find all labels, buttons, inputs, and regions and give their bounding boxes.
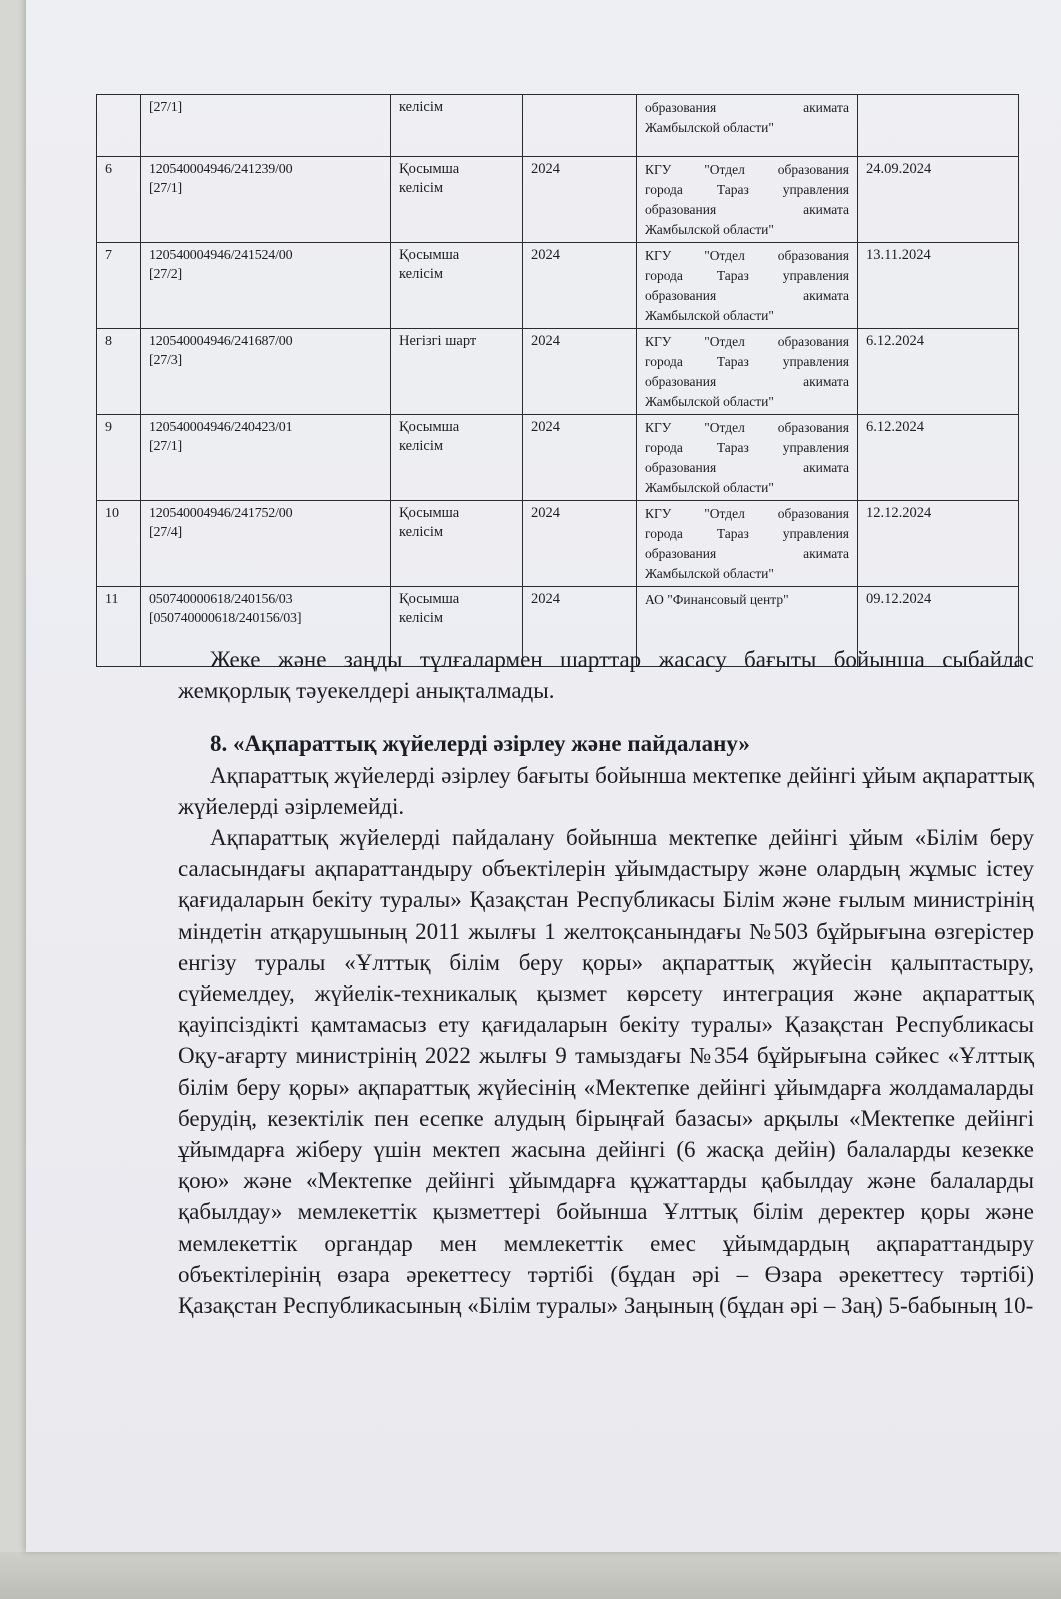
cell-organization-line: образования акимата — [645, 202, 849, 217]
cell-number: 7 — [97, 243, 141, 329]
cell-contract-code-line: [27/1] — [149, 181, 183, 196]
cell-year: 2024 — [523, 329, 637, 415]
desk-surface — [0, 1552, 1061, 1599]
cell-organization-line: Жамбылской области" — [645, 480, 774, 495]
cell-organization-line: КГУ "Отдел образования — [645, 420, 849, 435]
cell-organization-line: АО "Финансовый центр" — [645, 592, 789, 607]
cell-year: 2024 — [523, 587, 637, 667]
cell-year: 2024 — [523, 501, 637, 587]
cell-contract-code-line: [27/3] — [149, 353, 183, 368]
cell-organization-line: Жамбылской области" — [645, 222, 774, 237]
cell-contract-code — [141, 243, 391, 329]
cell-contract-type-line: келісім — [399, 180, 444, 196]
cell-contract-code-line: 120540004946/241524/00 — [149, 248, 293, 263]
cell-organization-line: образования акимата — [645, 460, 849, 475]
cell-organization — [637, 95, 858, 157]
cell-organization-line: Жамбылской области" — [645, 120, 774, 135]
cell-contract-code-line: [27/1] — [149, 100, 183, 115]
cell-contract-type — [391, 501, 523, 587]
cell-number — [97, 95, 141, 157]
cell-number: 10 — [97, 501, 141, 587]
cell-contract-type-line: Қосымша — [399, 505, 460, 521]
cell-organization — [637, 501, 858, 587]
cell-date: 24.09.2024 — [858, 157, 1019, 243]
cell-contract-code — [141, 329, 391, 415]
cell-organization — [637, 329, 858, 415]
cell-contract-code-line: 120540004946/241752/00 — [149, 506, 293, 521]
cell-contract-type-line: Қосымша — [399, 161, 460, 177]
cell-organization-line: Жамбылской области" — [645, 308, 774, 323]
cell-organization — [637, 415, 858, 501]
paragraph-is-development: Ақпараттық жүйелерді әзірлеу бағыты бойынша мектепке дейінгі ұйым ақпараттық жүйелерді әзірлемейді. — [178, 762, 1034, 819]
cell-contract-code — [141, 157, 391, 243]
cell-contract-type-line: келісім — [399, 266, 444, 282]
cell-date: 12.12.2024 — [858, 501, 1019, 587]
cell-contract-type-line: келісім — [399, 610, 444, 626]
cell-contract-code-line: [050740000618/240156/03] — [149, 611, 302, 626]
paragraph-contracts-conclusion: Жеке және заңды тұлғалармен шарттар жасасу бағыты бойынша сыбайлас жемқорлық тәуекелдері анықталмады. — [178, 647, 1034, 704]
cell-organization — [637, 157, 858, 243]
cell-number: 8 — [97, 329, 141, 415]
cell-organization-line: КГУ "Отдел образования — [645, 506, 849, 521]
contracts-table-body — [97, 95, 1019, 667]
cell-organization-line: образования акимата — [645, 100, 849, 115]
document-body — [178, 644, 1034, 1321]
cell-date: 09.12.2024 — [858, 587, 1019, 667]
cell-contract-type-line: Қосымша — [399, 591, 460, 607]
cell-contract-type — [391, 157, 523, 243]
cell-contract-type — [391, 243, 523, 329]
cell-contract-code — [141, 415, 391, 501]
cell-date: 6.12.2024 — [858, 415, 1019, 501]
cell-contract-code-line: [27/1] — [149, 439, 183, 454]
cell-organization-line: города Тараз управления — [645, 354, 849, 369]
cell-contract-type — [391, 415, 523, 501]
cell-contract-code-line: 120540004946/240423/01 — [149, 420, 293, 435]
cell-number: 9 — [97, 415, 141, 501]
table-row — [97, 95, 1019, 157]
cell-organization-line: города Тараз управления — [645, 440, 849, 455]
cell-contract-type — [391, 329, 523, 415]
cell-year: 2024 — [523, 157, 637, 243]
table-row — [97, 415, 1019, 501]
cell-contract-code-line: 050740000618/240156/03 — [149, 592, 293, 607]
cell-organization-line: образования акимата — [645, 546, 849, 561]
cell-contract-type-line: келісім — [399, 524, 444, 540]
cell-contract-type-line: келісім — [399, 438, 444, 454]
cell-contract-code-line: 120540004946/241239/00 — [149, 162, 293, 177]
cell-number: 6 — [97, 157, 141, 243]
cell-contract-type-line: Негізгі шарт — [399, 333, 477, 349]
cell-organization-line: КГУ "Отдел образования — [645, 162, 849, 177]
cell-contract-type-line: Қосымша — [399, 419, 460, 435]
cell-organization-line: образования акимата — [645, 374, 849, 389]
cell-contract-code-line: [27/2] — [149, 267, 183, 282]
table-row — [97, 501, 1019, 587]
cell-organization-line: Жамбылской области" — [645, 394, 774, 409]
cell-organization-line: КГУ "Отдел образования — [645, 248, 849, 263]
cell-organization-line: КГУ "Отдел образования — [645, 334, 849, 349]
cell-number: 11 — [97, 587, 141, 667]
cell-year — [523, 95, 637, 157]
cell-year: 2024 — [523, 415, 637, 501]
cell-organization — [637, 243, 858, 329]
cell-organization-line: города Тараз управления — [645, 526, 849, 541]
cell-organization-line: города Тараз управления — [645, 268, 849, 283]
table-row — [97, 243, 1019, 329]
cell-organization-line: Жамбылской области" — [645, 566, 774, 581]
cell-contract-type-line: Қосымша — [399, 247, 460, 263]
paragraph-is-usage: Ақпараттық жүйелерді пайдалану бойынша мектепке дейінгі ұйым «Білім беру саласындағы ақпараттандыру объектілерін ұйымдастыру және олардың жұмыс істеу қағидаларын бекіту туралы» Қазақстан Республикасы Білім және ғылым министрінің міндетін атқарушының 2011 жылғы 1 желтоқсанындағы №503 бұйрығына өзгерістер енгізу туралы «Ұлттық білім беру қоры» ақпараттық жүйесін қалыптастыру, сүйемелдеу, жүйелік-техникалық қызмет көрсету интеграция және ақпараттық қауіпсіздікті қамтамасыз ету қағидаларын бекіту туралы» Қазақстан Республикасы Оқу-ағарту министрінің 2022 жылғы 9 тамыздағы №354 бұйрығына сәйкес «Ұлттық білім беру қоры» ақпараттық жүйесінің «Мектепке дейінгі ұйымдарға жолдамаларды берудің, кезектілік пен есепке алудың бірыңғай базасы» арқылы «Мектепке дейінгі ұйымдарға жіберу үшін мектеп жасына дейінгі (6 жасқа дейін) балаларды кезекке қою» және «Мектепке дейінгі ұйымдарға құжаттарды қабылдау және балаларды қабылдау» мемлекеттік қызметтері бойынша Ұлттық білім деректер қоры және мемлекеттік органдар мен мемлекеттік емес ұйымдардың ақпараттандыру объектілерінің өзара әрекеттесу тәртібі (бұдан әрі – Өзара әрекеттесу тәртібі) Қазақстан Республикасының «Білім туралы» Заңының (бұдан әрі – Заң) 5-бабының 10- — [178, 825, 1034, 1319]
cell-contract-code-line: 120540004946/241687/00 — [149, 334, 293, 349]
cell-contract-type — [391, 95, 523, 157]
cell-organization-line: образования акимата — [645, 288, 849, 303]
cell-year: 2024 — [523, 243, 637, 329]
cell-contract-type-line: келісім — [399, 99, 444, 115]
table-row — [97, 157, 1019, 243]
cell-date: 13.11.2024 — [858, 243, 1019, 329]
cell-date — [858, 95, 1019, 157]
cell-contract-code — [141, 501, 391, 587]
table-row — [97, 329, 1019, 415]
cell-contract-code — [141, 95, 391, 157]
contracts-table — [96, 94, 1019, 667]
cell-contract-code-line: [27/4] — [149, 525, 183, 540]
cell-organization-line: города Тараз управления — [645, 182, 849, 197]
section-heading: 8. «Ақпараттық жүйелерді әзірлеу және пайдалану» — [210, 731, 750, 757]
cell-date: 6.12.2024 — [858, 329, 1019, 415]
